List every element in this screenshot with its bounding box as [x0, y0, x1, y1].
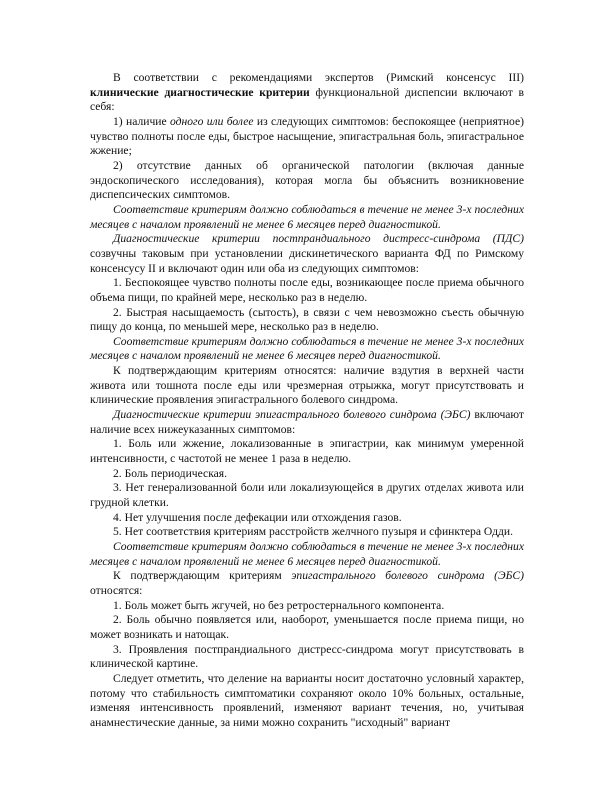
- fd-criterion-2: [90, 159, 524, 203]
- italic-term: Диагностические критерии эпигастрального болевого синдрома (ЭБС): [113, 408, 471, 422]
- text-run: В соответствии с рекомендациями экспертов (Римский консенсус III): [113, 71, 524, 84]
- ebs-heading-paragraph: [90, 408, 524, 437]
- text-run: 1. Боль может быть жгучей, но без ретростернального компонента.: [113, 598, 445, 612]
- ebs-item-3: [90, 481, 524, 510]
- pds-supporting-criteria: [90, 364, 524, 408]
- ebs-supporting-item-1: [90, 599, 524, 614]
- text-run: Соответствие критериям должно соблюдаться в течение не менее 3-х последних месяцев с началом проявлений не менее 6 месяцев перед диагностикой.: [90, 202, 524, 231]
- text-run: 1. Беспокоящее чувство полноты после еды, возникающее после приема обычного объема пищи, по крайней мере, несколько раз в неделю.: [90, 276, 524, 304]
- closing-paragraph: [90, 672, 524, 731]
- text-run: 2. Боль периодическая.: [113, 466, 228, 480]
- intro-paragraph: [90, 71, 524, 115]
- ebs-supporting-item-2: [90, 613, 524, 642]
- ebs-item-5: [90, 525, 524, 540]
- text-run: 3. Нет генерализованной боли или локализующейся в других отделах живота или грудной клетки.: [90, 481, 524, 510]
- text-run: включают наличие всех нижеуказанных симптомов:: [90, 408, 524, 436]
- text-run: 5. Нет соответствия критериям расстройств желчного пузыря и сфинктера Одди.: [113, 525, 514, 539]
- duration-note-1: [90, 203, 524, 232]
- italic-term: эпигастрального болевого синдрома (ЭБС): [291, 569, 524, 583]
- text-run: 2. Боль обычно появляется или, наоборот, уменьшается после приема пищи, но может возникать и натощак.: [90, 613, 524, 641]
- text-run: 1) наличие: [113, 114, 170, 128]
- text-run: К подтверждающим критериям: [113, 569, 292, 583]
- ebs-item-4: [90, 511, 524, 526]
- text-run: 2) отсутствие данных об органической патологии (включая данные эндоскопического исследования), которая могла бы объяснить возникновение диспепсических симптомов.: [90, 158, 524, 202]
- pds-heading-paragraph: [90, 232, 524, 276]
- italic-term: одного или более: [170, 114, 254, 128]
- text-run: из следующих симптомов: беспокоящее (неприятное) чувство полноты после еды, быстрое насыщение, эпигастральная боль, эпигастральное жжение;: [90, 114, 524, 158]
- ebs-item-2: [90, 467, 524, 482]
- italic-term: Диагностические критерии постпрандиального дистресс-синдрома (ПДС): [113, 232, 524, 246]
- duration-note-2: [90, 335, 524, 364]
- text-run: функциональной диспепсии включают в себя:: [90, 85, 524, 114]
- document-page: [90, 71, 524, 731]
- pds-item-1: [90, 276, 524, 305]
- text-run: 4. Нет улучшения после дефекации или отхождения газов.: [113, 510, 402, 524]
- bold-term: клинические диагностические критерии: [90, 85, 310, 99]
- fd-criterion-1: [90, 115, 524, 159]
- pds-item-2: [90, 306, 524, 335]
- ebs-supporting-heading: [90, 569, 524, 598]
- text-run: Соответствие критериям должно соблюдаться в течение не менее 3-х последних месяцев с началом проявлений не менее 6 месяцев перед диагностикой.: [90, 334, 524, 363]
- text-run: 3. Проявления постпрандиального дистресс-синдрома могут присутствовать в клинической картине.: [90, 642, 524, 671]
- ebs-supporting-item-3: [90, 643, 524, 672]
- text-run: 1. Боль или жжение, локализованные в эпигастрии, как минимум умеренной интенсивности, с частотой не менее 1 раза в неделю.: [90, 437, 524, 466]
- text-run: К подтверждающим критериям относятся: наличие вздутия в верхней части живота или тошнота после еды или чрезмерная отрыжка, могут присутствовать и клинические проявления эпигастрального болевого синдрома.: [90, 364, 524, 407]
- text-run: относятся:: [90, 583, 143, 597]
- duration-note-3: [90, 540, 524, 569]
- text-run: 2. Быстрая насыщаемость (сытость), в связи с чем невозможно съесть обычную пищу до конца, по меньшей мере, несколько раз в неделю.: [90, 305, 524, 334]
- text-run: созвучны таковым при установлении дискинетического варианта ФД по Римскому консенсусу II и включают один или оба из следующих симптомов:: [90, 246, 524, 275]
- text-run: Следует отметить, что деление на варианты носит достаточно условный характер, потому что стабильность симптоматики сохраняют около 10% больных, остальные, изменяя интенсивность проявлений, изменяют вариант течения, но, учитывая анамнестические данные, за ними можно сохранить "исходный" вариант: [90, 671, 524, 729]
- text-run: Соответствие критериям должно соблюдаться в течение не менее 3-х последних месяцев с началом проявлений не менее 6 месяцев перед диагностикой.: [90, 540, 524, 568]
- ebs-item-1: [90, 437, 524, 466]
